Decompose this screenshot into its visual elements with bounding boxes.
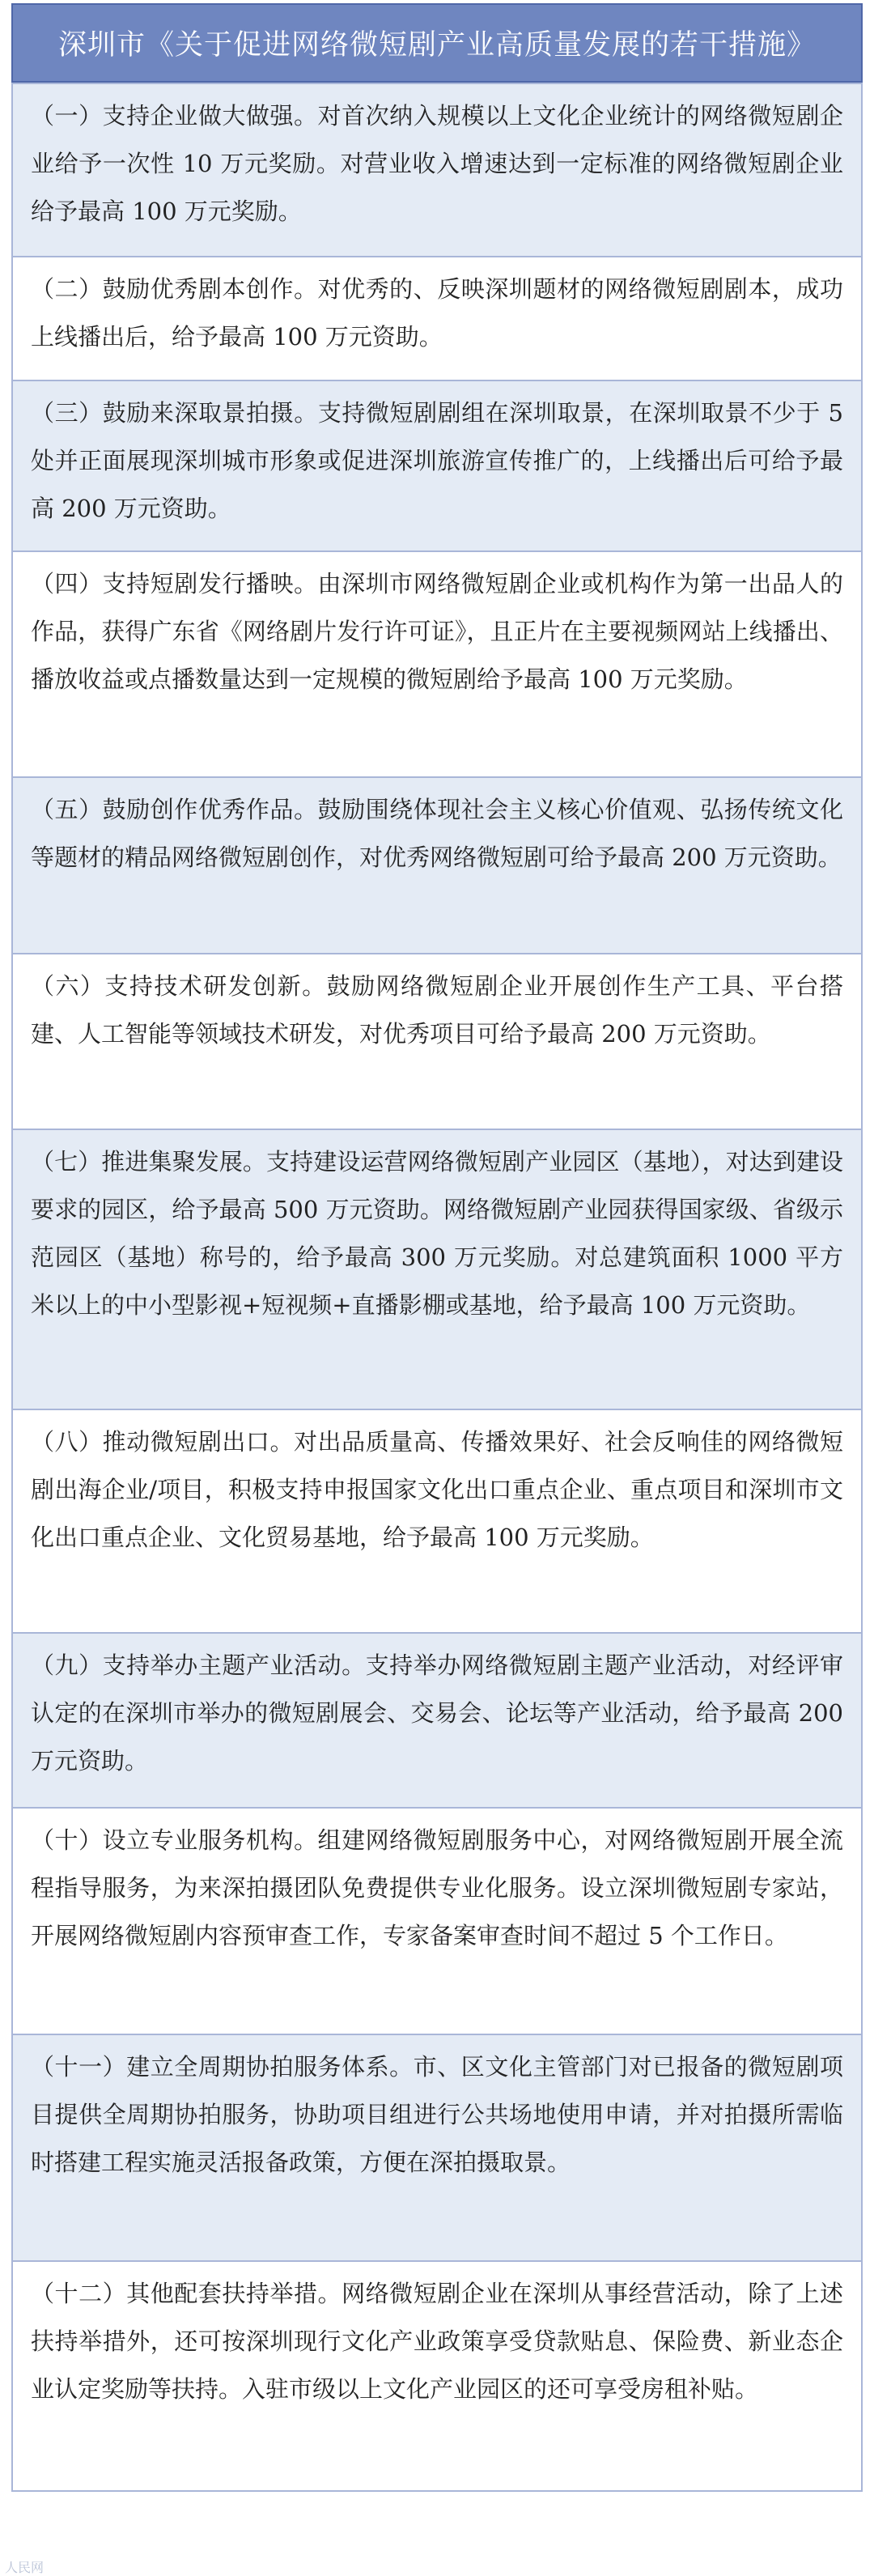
measure-item-1: （一）支持企业做大做强。对首次纳入规模以上文化企业统计的网络微短剧企业给予一次性 10 万元奖励。对营业收入增速达到一定标准的网络微短剧企业给予最高 100 万元奖励。 bbox=[13, 83, 861, 256]
measure-item-2: （二）鼓励优秀剧本创作。对优秀的、反映深圳题材的网络微短剧剧本，成功上线播出后，给予最高 100 万元资助。 bbox=[13, 256, 861, 380]
measure-item-3: （三）鼓励来深取景拍摄。支持微短剧剧组在深圳取景，在深圳取景不少于 5 处并正面展现深圳城市形象或促进深圳旅游宣传推广的，上线播出后可给予最高 200 万元资助。 bbox=[13, 380, 861, 550]
measures-table bbox=[11, 83, 863, 2492]
measure-item-11: （十一）建立全周期协拍服务体系。市、区文化主管部门对已报备的微短剧项目提供全周期协拍服务，协助项目组进行公共场地使用申请，并对拍摄所需临时搭建工程实施灵活报备政策，方便在深拍摄取景。 bbox=[13, 2034, 861, 2260]
measure-item-4: （四）支持短剧发行播映。由深圳市网络微短剧企业或机构作为第一出品人的作品，获得广东省《网络剧片发行许可证》，且正片在主要视频网站上线播出、播放收益或点播数量达到一定规模的微短剧给予最高 100 万元奖励。 bbox=[13, 550, 861, 776]
measure-item-8: （八）推动微短剧出口。对出品质量高、传播效果好、社会反响佳的网络微短剧出海企业/项目，积极支持申报国家文化出口重点企业、重点项目和深圳市文化出口重点企业、文化贸易基地，给予最高 100 万元奖励。 bbox=[13, 1409, 861, 1632]
measure-item-10: （十）设立专业服务机构。组建网络微短剧服务中心，对网络微短剧开展全流程指导服务，为来深拍摄团队免费提供专业化服务。设立深圳微短剧专家站，开展网络微短剧内容预审查工作，专家备案审查时间不超过 5 个工作日。 bbox=[13, 1807, 861, 2034]
measure-item-5: （五）鼓励创作优秀作品。鼓励围绕体现社会主义核心价值观、弘扬传统文化等题材的精品网络微短剧创作，对优秀网络微短剧可给予最高 200 万元资助。 bbox=[13, 776, 861, 953]
measure-item-9: （九）支持举办主题产业活动。支持举办网络微短剧主题产业活动，对经评审认定的在深圳市举办的微短剧展会、交易会、论坛等产业活动，给予最高 200 万元资助。 bbox=[13, 1632, 861, 1807]
document-page bbox=[0, 3, 874, 2576]
title-bar bbox=[11, 3, 863, 83]
measure-item-6: （六）支持技术研发创新。鼓励网络微短剧企业开展创作生产工具、平台搭建、人工智能等领域技术研发，对优秀项目可给予最高 200 万元资助。 bbox=[13, 953, 861, 1129]
measure-item-7: （七）推进集聚发展。支持建设运营网络微短剧产业园区（基地），对达到建设要求的园区，给予最高 500 万元资助。网络微短剧产业园获得国家级、省级示范园区（基地）称号的，给予最高 300 万元奖励。对总建筑面积 1000 平方米以上的中小型影视+短视频+直播影棚或基地，给予最高 100 万元资助。 bbox=[13, 1129, 861, 1409]
watermark-logo: 人民网 bbox=[5, 2560, 45, 2575]
measure-item-12: （十二）其他配套扶持举措。网络微短剧企业在深圳从事经营活动，除了上述扶持举措外，还可按深圳现行文化产业政策享受贷款贴息、保险费、新业态企业认定奖励等扶持。入驻市级以上文化产业园区的还可享受房租补贴。 bbox=[13, 2260, 861, 2490]
document-title: 深圳市《关于促进网络微短剧产业高质量发展的若干措施》 bbox=[57, 29, 816, 62]
